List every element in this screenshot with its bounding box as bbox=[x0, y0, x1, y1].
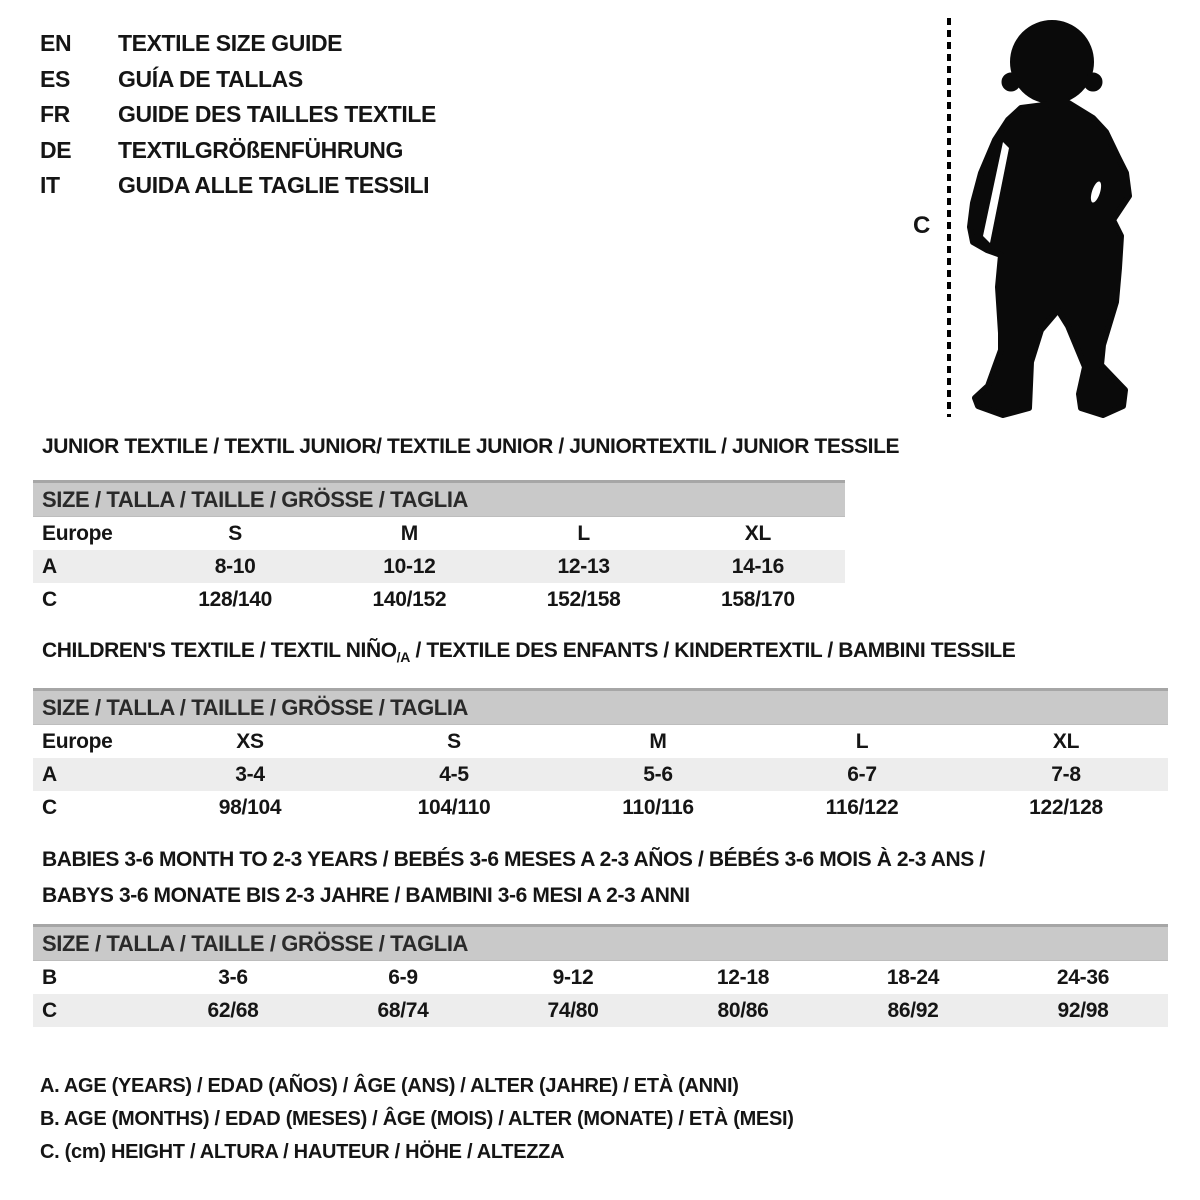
table-cell: 62/68 bbox=[207, 999, 259, 1022]
table-cell: XL bbox=[1052, 730, 1080, 753]
table-cell: L bbox=[577, 522, 590, 545]
legend-line-b: B. AGE (MONTHS) / EDAD (MESES) / ÂGE (MOIS) / ALTER (MONATE) / ETÀ (MESI) bbox=[40, 1108, 794, 1130]
section-title-text: / TEXTILE DES ENFANTS / KINDERTEXTIL / BAMBINI TESSILE bbox=[410, 639, 1016, 662]
language-title: GUÍA DE TALLAS bbox=[118, 65, 303, 92]
table-row bbox=[33, 758, 1168, 791]
table-cell: 128/140 bbox=[198, 588, 273, 611]
table-cell: 158/170 bbox=[720, 588, 795, 611]
table-cell: 18-24 bbox=[886, 966, 940, 989]
measure-label-c: C bbox=[913, 212, 931, 239]
table-cell: 152/158 bbox=[546, 588, 621, 611]
table-cell: 80/86 bbox=[717, 999, 769, 1022]
language-title: TEXTILE SIZE GUIDE bbox=[118, 30, 343, 56]
table-cell: 24-36 bbox=[1056, 966, 1110, 989]
language-code: ES bbox=[40, 65, 70, 92]
language-code: EN bbox=[40, 30, 72, 56]
table-cell: 74/80 bbox=[547, 999, 599, 1022]
table-cell: L bbox=[855, 730, 869, 753]
table-cell: 5-6 bbox=[643, 763, 673, 786]
table-cell: S bbox=[447, 730, 461, 753]
table-cell: 9-12 bbox=[552, 966, 594, 989]
row-label: Europe bbox=[42, 522, 113, 545]
section-title-line2: BABYS 3-6 MONATE BIS 2-3 JAHRE / BAMBINI 3-6 MESI A 2-3 ANNI bbox=[42, 884, 690, 907]
language-title: GUIDA ALLE TAGLIE TESSILI bbox=[118, 172, 430, 198]
table-cell: S bbox=[228, 522, 242, 545]
legend-line-c: C. (cm) HEIGHT / ALTURA / HAUTEUR / HÖHE / ALTEZZA bbox=[40, 1141, 565, 1163]
toddler-silhouette-image bbox=[963, 10, 1138, 420]
table-cell: M bbox=[400, 522, 418, 545]
section-title-line1: BABIES 3-6 MONTH TO 2-3 YEARS / BEBÉS 3-6 MESES A 2-3 AÑOS / BÉBÉS 3-6 MOIS À 2-3 ANS / bbox=[42, 848, 985, 871]
table-cell: 10-12 bbox=[383, 555, 436, 578]
table-cell: XL bbox=[744, 522, 771, 545]
language-title-list bbox=[40, 26, 436, 204]
table-cell: 104/110 bbox=[417, 796, 491, 819]
babies-size-table bbox=[33, 924, 1168, 1027]
row-label: A bbox=[42, 763, 57, 786]
height-measure-line bbox=[947, 18, 951, 417]
table-cell: 92/98 bbox=[1057, 999, 1109, 1022]
table-cell: 116/122 bbox=[825, 796, 899, 819]
table-cell: 140/152 bbox=[372, 588, 447, 611]
row-label: Europe bbox=[42, 730, 113, 753]
table-cell: 8-10 bbox=[214, 555, 256, 578]
table-cell: XS bbox=[236, 730, 264, 753]
legend bbox=[40, 1070, 794, 1169]
language-row bbox=[40, 168, 436, 204]
row-label: C bbox=[42, 796, 57, 819]
table-row bbox=[33, 961, 1168, 994]
table-cell: 6-7 bbox=[847, 763, 877, 786]
table-cell: 3-4 bbox=[235, 763, 265, 786]
table-cell: 6-9 bbox=[388, 966, 418, 989]
table-cell: 7-8 bbox=[1051, 763, 1081, 786]
language-code: DE bbox=[40, 136, 72, 163]
language-title: TEXTILGRÖßENFÜHRUNG bbox=[118, 136, 403, 163]
language-row bbox=[40, 133, 436, 169]
size-bar: SIZE / TALLA / TAILLE / GRÖSSE / TAGLIA bbox=[33, 688, 1168, 725]
table-cell: 14-16 bbox=[731, 555, 784, 578]
language-code: FR bbox=[40, 101, 70, 127]
table-row bbox=[33, 517, 845, 550]
section-title-children bbox=[42, 640, 1015, 668]
size-bar: SIZE / TALLA / TAILLE / GRÖSSE / TAGLIA bbox=[33, 480, 845, 517]
row-label: C bbox=[42, 588, 57, 611]
section-title-junior: JUNIOR TEXTILE / TEXTIL JUNIOR/ TEXTILE JUNIOR / JUNIORTEXTIL / JUNIOR TESSILE bbox=[42, 435, 900, 458]
table-row bbox=[33, 550, 845, 583]
section-title-babies bbox=[42, 842, 1162, 914]
table-row bbox=[33, 725, 1168, 758]
row-label: B bbox=[42, 966, 57, 989]
language-row bbox=[40, 97, 436, 133]
junior-size-table bbox=[33, 480, 845, 616]
table-cell: 12-18 bbox=[716, 966, 770, 989]
language-row bbox=[40, 62, 436, 98]
section-title-text: CHILDREN'S TEXTILE / TEXTIL NIÑO bbox=[42, 639, 397, 662]
table-row bbox=[33, 583, 845, 616]
table-cell: 4-5 bbox=[439, 763, 469, 786]
table-cell: 110/116 bbox=[622, 796, 694, 819]
table-row bbox=[33, 994, 1168, 1027]
legend-line-a: A. AGE (YEARS) / EDAD (AÑOS) / ÂGE (ANS) / ALTER (JAHRE) / ETÀ (ANNI) bbox=[40, 1075, 739, 1097]
table-row bbox=[33, 791, 1168, 824]
row-label: A bbox=[42, 555, 57, 578]
table-cell: 98/104 bbox=[218, 796, 282, 819]
size-bar: SIZE / TALLA / TAILLE / GRÖSSE / TAGLIA bbox=[33, 924, 1168, 961]
table-cell: 122/128 bbox=[1029, 796, 1103, 819]
table-cell: M bbox=[649, 730, 667, 753]
table-cell: 12-13 bbox=[557, 555, 610, 578]
language-code: IT bbox=[40, 172, 60, 198]
section-title-subscript: /A bbox=[396, 649, 411, 665]
row-label: C bbox=[42, 999, 57, 1022]
table-cell: 68/74 bbox=[377, 999, 429, 1022]
table-cell: 86/92 bbox=[887, 999, 939, 1022]
table-cell: 3-6 bbox=[218, 966, 248, 989]
language-title: GUIDE DES TAILLES TEXTILE bbox=[118, 101, 436, 127]
children-size-table bbox=[33, 688, 1168, 824]
language-row bbox=[40, 26, 436, 62]
